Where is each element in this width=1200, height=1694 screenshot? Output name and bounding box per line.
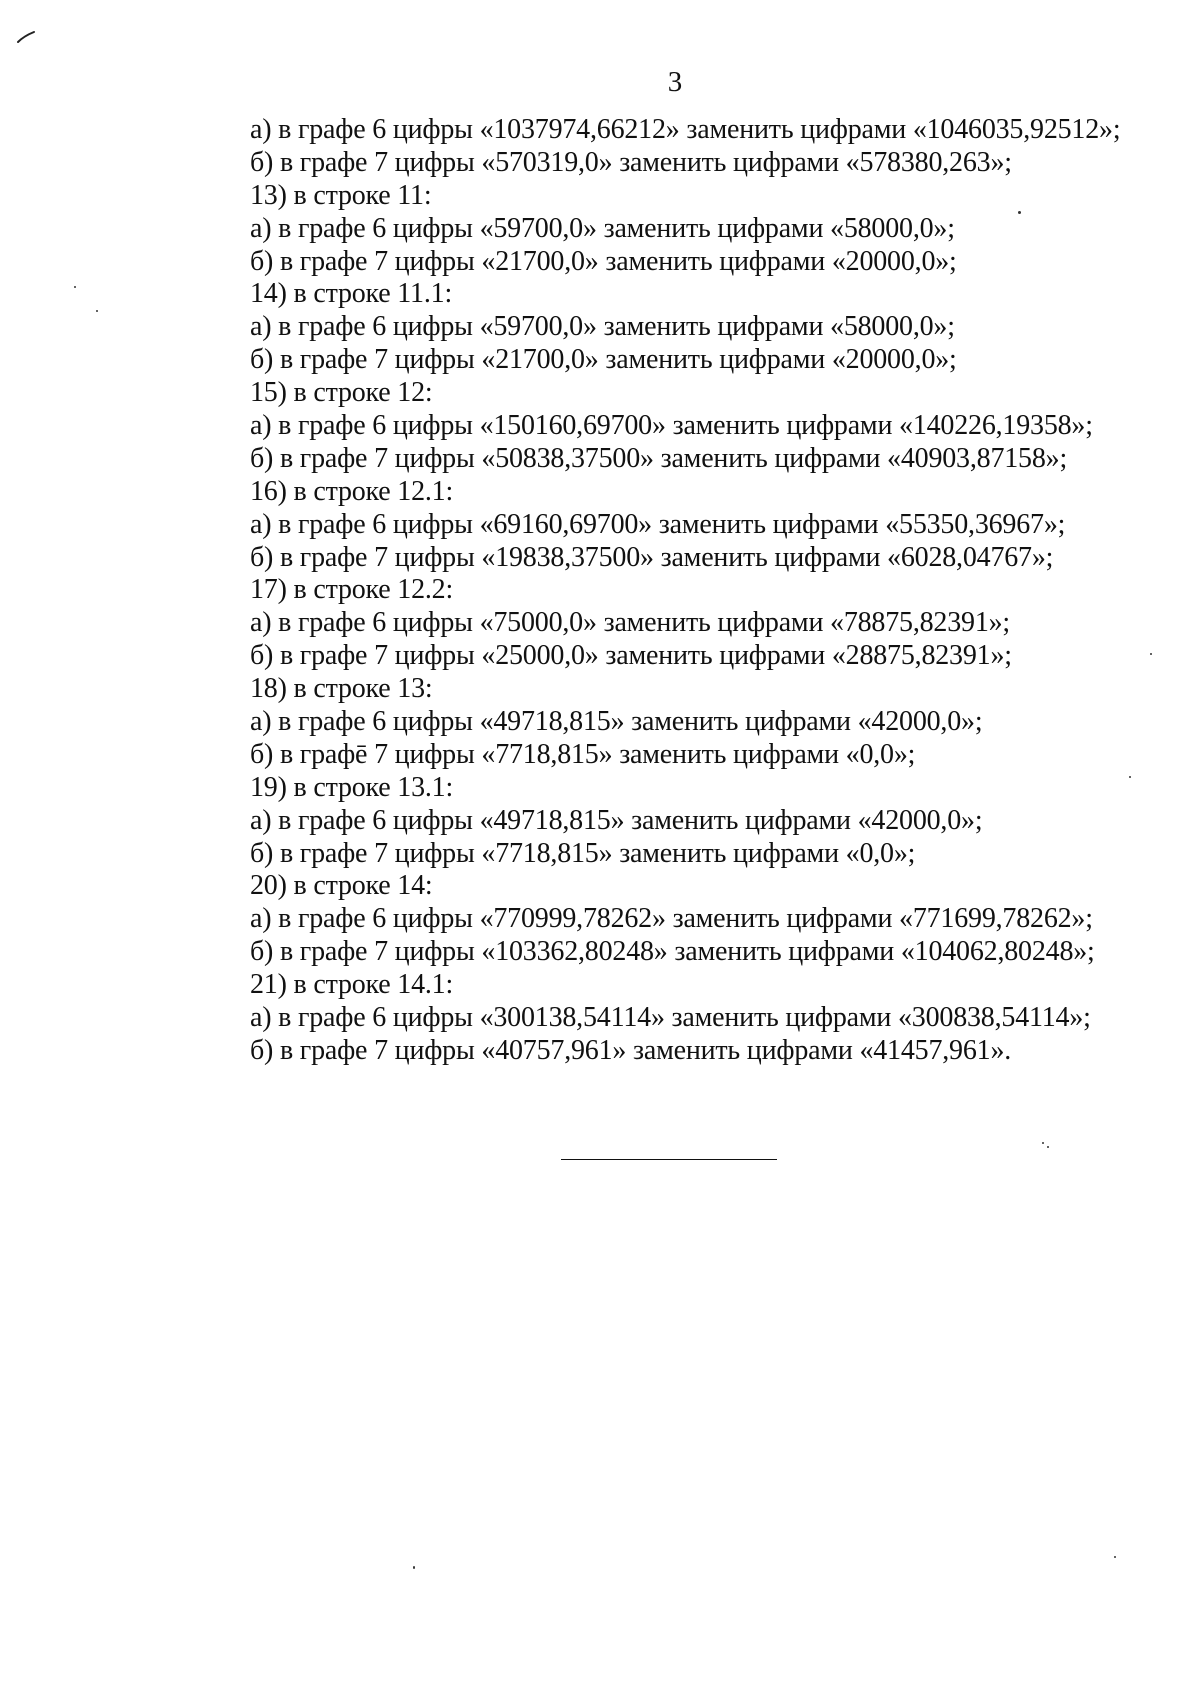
amendment-line: а) в графе 6 цифры «59700,0» заменить цифрами «58000,0»;: [250, 212, 955, 244]
scan-speck: [413, 1566, 415, 1569]
amendment-line: а) в графе 6 цифры «69160,69700» заменить цифрами «55350,36967»;: [250, 508, 1066, 540]
row-heading-line: 19) в строке 13.1:: [250, 771, 454, 803]
amendment-line: б) в графе 7 цифры «103362,80248» заменить цифрами «104062,80248»;: [250, 936, 1095, 968]
row-heading-line: 18) в строке 13:: [250, 673, 433, 705]
scan-speck: [1042, 1142, 1044, 1144]
scan-speck: [1047, 1146, 1049, 1148]
amendment-line: а) в графе 6 цифры «49718,815» заменить цифрами «42000,0»;: [250, 706, 983, 738]
amendment-line: б) в графе 7 цифры «40757,961» заменить цифрами «41457,961».: [250, 1034, 1012, 1066]
amendment-line: а) в графе 6 цифры «770999,78262» заменить цифрами «771699,78262»;: [250, 903, 1093, 935]
scan-speck: [1018, 211, 1021, 214]
end-separator-line: [561, 1159, 777, 1160]
scan-speck: [96, 310, 98, 312]
row-heading-line: 17) в строке 12.2:: [250, 574, 454, 606]
scan-speck: [1150, 653, 1152, 655]
pen-mark: [16, 30, 36, 44]
page-number: 3: [667, 66, 683, 98]
scan-speck: [74, 286, 76, 288]
amendment-list: [250, 114, 1170, 1068]
amendment-line: б) в графе 7 цифры «19838,37500» заменить цифрами «6028,04767»;: [250, 541, 1054, 573]
row-heading-line: 20) в строке 14:: [250, 870, 433, 902]
scan-speck: [1129, 776, 1131, 778]
amendment-line: а) в графе 6 цифры «300138,54114» заменить цифрами «300838,54114»;: [250, 1002, 1091, 1034]
amendment-line: б) в графе 7 цифры «21700,0» заменить цифрами «20000,0»;: [250, 245, 957, 277]
amendment-line: б) в графē 7 цифры «7718,815» заменить цифрами «0,0»;: [250, 738, 916, 770]
amendment-line: б) в графе 7 цифры «21700,0» заменить цифрами «20000,0»;: [250, 344, 957, 376]
amendment-line: б) в графе 7 цифры «25000,0» заменить цифрами «28875,82391»;: [250, 640, 1012, 672]
amendment-line: а) в графе 6 цифры «75000,0» заменить цифрами «78875,82391»;: [250, 607, 1011, 639]
amendment-line: б) в графе 7 цифры «570319,0» заменить цифрами «578380,263»;: [250, 146, 1012, 178]
row-heading-line: 14) в строке 11.1:: [250, 278, 453, 310]
scan-speck: [1114, 1556, 1116, 1558]
amendment-line: а) в графе 6 цифры «59700,0» заменить цифрами «58000,0»;: [250, 311, 955, 343]
row-heading-line: 21) в строке 14.1:: [250, 969, 454, 1001]
row-heading-line: 13) в строке 11:: [250, 179, 432, 211]
row-heading-line: 15) в строке 12:: [250, 377, 433, 409]
amendment-line: а) в графе 6 цифры «1037974,66212» заменить цифрами «1046035,92512»;: [250, 114, 1121, 145]
row-heading-line: 16) в строке 12.1:: [250, 475, 454, 507]
amendment-line: а) в графе 6 цифры «150160,69700» заменить цифрами «140226,19358»;: [250, 410, 1093, 442]
amendment-line: б) в графе 7 цифры «7718,815» заменить цифрами «0,0»;: [250, 837, 916, 869]
amendment-line: б) в графе 7 цифры «50838,37500» заменить цифрами «40903,87158»;: [250, 442, 1068, 474]
amendment-line: а) в графе 6 цифры «49718,815» заменить цифрами «42000,0»;: [250, 804, 983, 836]
